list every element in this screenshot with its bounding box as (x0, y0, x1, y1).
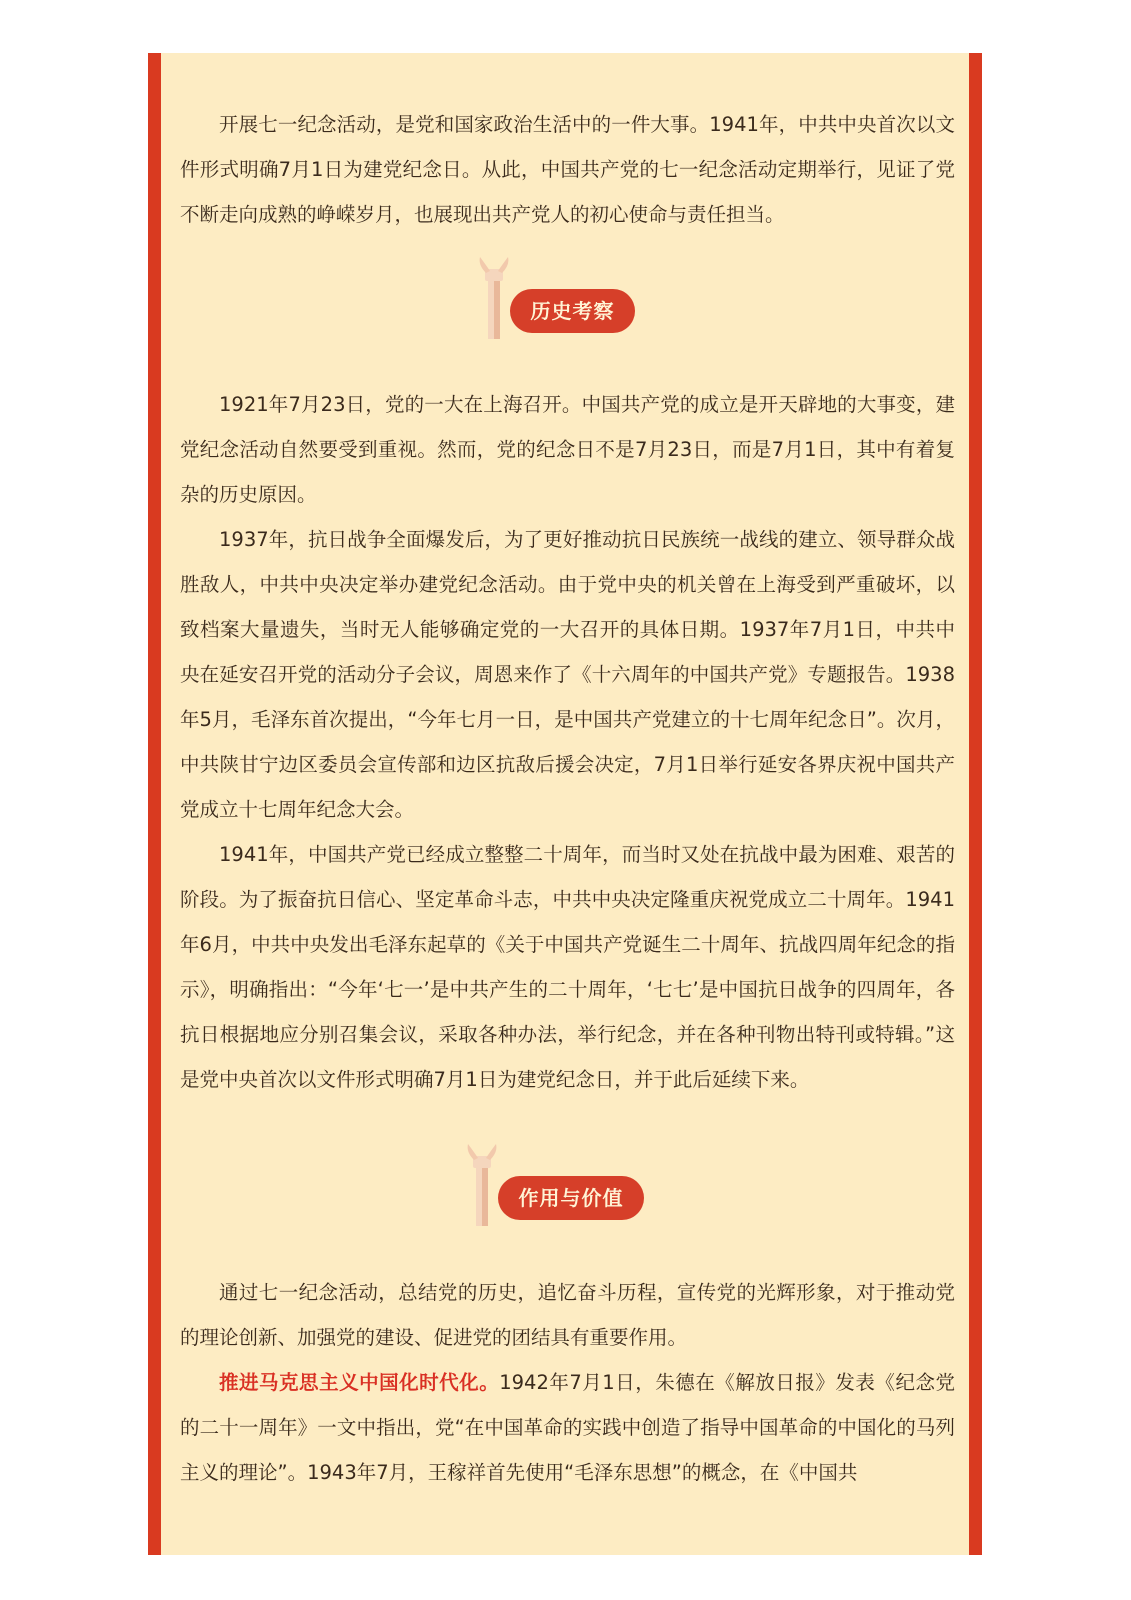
intro-paragraph: 开展七一纪念活动，是党和国家政治生活中的一件大事。1941年，中共中央首次以文件形式明确7月1日为建党纪念日。从此，中国共产党的七一纪念活动定期举行，见证了党不断走向成熟的峥嵘岁月，也展现出共产党人的初心使命与责任担当。 (180, 113, 955, 226)
history-paragraph-2: 1937年，抗日战争全面爆发后，为了更好推动抗日民族统一战线的建立、领导群众战胜敌人，中共中央决定举办建党纪念活动。由于党中央的机关曾在上海受到严重破坏，以致档案大量遗失，当时无人能够确定党的一大召开的具体日期。1937年7月1日，中共中央在延安召开党的活动分子会议，周恩来作了《十六周年的中国共产党》专题报告。1938年5月，毛泽东首次提出，“今年七月一日，是中国共产党建立的十七周年纪念日”。次月，中共陕甘宁边区委员会宣传部和边区抗敌后援会决定，7月1日举行延安各界庆祝中国共产党成立十七周年纪念大会。 (180, 528, 955, 821)
section-title-value: 作用与价值 (498, 1176, 644, 1220)
section-header-history (474, 255, 644, 340)
value-paragraph-2-text: 1942年7月1日，朱德在《解放日报》发表《纪念党的二十一周年》一文中指出，党“在中国革命的实践中创造了指导中国革命的中国化的马列主义的理论”。1943年7月，王稼祥首先使用“毛泽东思想”的概念，在《中国共 (180, 1371, 955, 1484)
value-paragraph-2 (180, 1360, 955, 1495)
right-border (969, 53, 982, 1555)
intro-section (180, 102, 955, 237)
highlight-heading: 推进马克思主义中国化时代化。 (219, 1371, 500, 1394)
history-paragraph-1: 1921年7月23日，党的一大在上海召开。中国共产党的成立是开天辟地的大事变，建党纪念活动自然要受到重视。然而，党的纪念日不是7月23日，而是7月1日，其中有着复杂的历史原因。 (180, 393, 955, 506)
left-border (148, 53, 161, 1555)
history-section (180, 382, 955, 1102)
value-paragraph-1: 通过七一纪念活动，总结党的历史，追忆奋斗历程，宣传党的光辉形象，对于推动党的理论创新、加强党的建设、促进党的团结具有重要作用。 (180, 1281, 955, 1349)
history-paragraph-3: 1941年，中国共产党已经成立整整二十周年，而当时又处在抗战中最为困难、艰苦的阶段。为了振奋抗日信心、坚定革命斗志，中共中央决定隆重庆祝党成立二十周年。1941年6月，中共中央发出毛泽东起草的《关于中国共产党诞生二十周年、抗战四周年纪念的指示》，明确指出：“今年‘七一’是中共产生的二十周年，‘七七’是中国抗日战争的四周年，各抗日根据地应分别召集会议，采取各种办法，举行纪念，并在各种刊物出特刊或特辑。”这是党中央首次以文件形式明确7月1日为建党纪念日，并于此后延续下来。 (180, 843, 955, 1091)
section-header-value (462, 1142, 652, 1227)
section-title-history: 历史考察 (510, 289, 635, 333)
value-section (180, 1270, 955, 1495)
